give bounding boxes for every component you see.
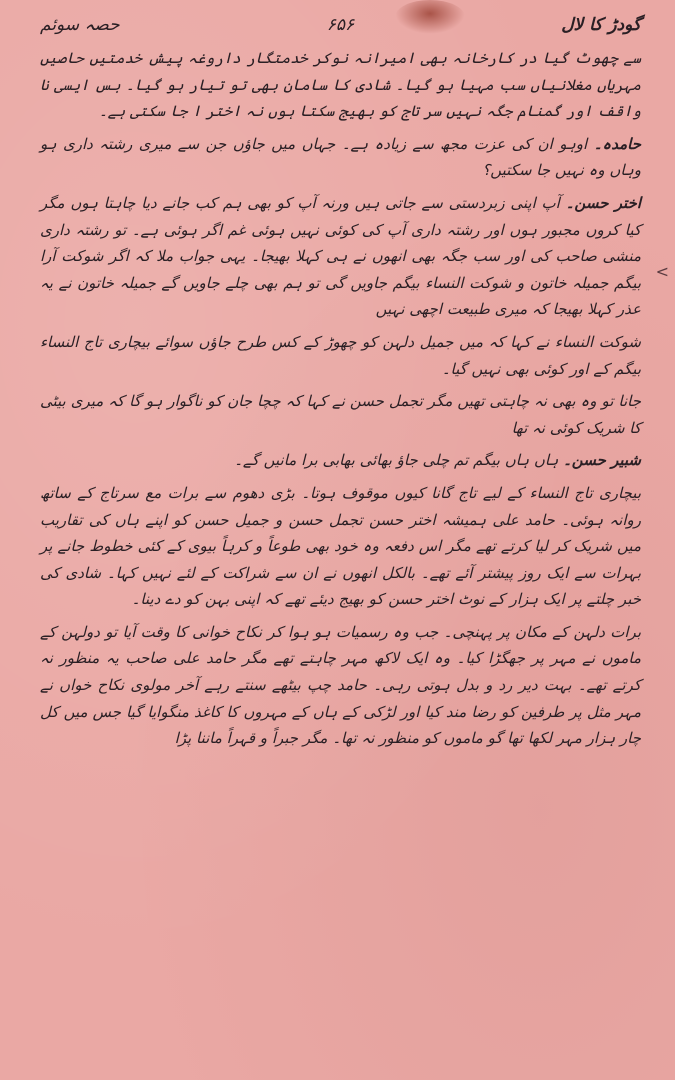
paragraph-text: برات دلہن کے مکان پر پہنچی۔ جب وہ رسمیات ہو ہوا کر نکاح خوانی کا وقت آیا تو دولہن کے ماموں نے مہر پر جھگڑا کیا۔ وہ ایک لاکھ مہر چاہتے تھے مگر حامد علی صاحب یہ منظور نہ کرتے تھے۔ بہت دیر رد و بدل ہوتی رہی۔ حامد چپ بیٹھے سنتے رہے آخر مولوی نکاح خواں نے مہر مثل پر طرفین کو رضا مند کیا اور لڑکی کے ہاں کے مہروں کا کاغذ منگوایا گیا جس میں کل چار ہزار مہر لکھا تھا گو ماموں کو منظور نہ تھا۔ مگر جبراً و قہراً ماننا پڑا bbox=[40, 622, 641, 748]
paragraph bbox=[40, 447, 641, 474]
paragraph-text: ہاں ہاں بیگم تم چلی جاؤ بھائی بھابی برا مانیں گے۔ bbox=[234, 451, 559, 470]
paragraph bbox=[40, 619, 641, 752]
speaker-name: اختر حسن۔ bbox=[565, 193, 641, 212]
margin-mark: < bbox=[655, 262, 669, 281]
page-number: ۶۵۶ bbox=[326, 15, 355, 35]
paragraph bbox=[40, 329, 641, 382]
paragraph bbox=[40, 45, 641, 125]
page-body bbox=[40, 45, 641, 752]
paragraph-text: اوہو ان کی عزت مجھ سے زیادہ ہے۔ جہاں میں جاؤں جن سے میری رشتہ داری ہو وہاں وہ نہیں جا سکتیں؟ bbox=[40, 134, 641, 180]
paragraph bbox=[40, 388, 641, 441]
paragraph-text: بیچاری تاج النساء کے لیے تاج گانا کیوں موقوف ہوتا۔ بڑی دھوم سے برات مع سرتاج کے ساتھ روانہ ہوئی۔ حامد علی ہمیشہ اختر حسن تجمل حسن و جمیل حسن کو اپنے ہاں کی تقاریب میں شریک کر لیا کرتے تھے مگر اس دفعہ وہ خود بھی طوعاً و کرہاً بیوی کے کئی خطوط جانے پر بہرات سے ایک روز پیشتر آئے تھے۔ بالکل انھوں نے ان سے شراکت کے لئے نہیں کہا۔ شادی کی خبر چلتے پر ایک ہزار کے نوٹ اختر حسن کو بھیج دیئے تھے کہ اپنی بہن کو دے دینا۔ bbox=[40, 483, 641, 609]
speaker-name: شبیر حسن۔ bbox=[563, 451, 641, 470]
ink-stain bbox=[395, 0, 465, 34]
paragraph bbox=[40, 190, 641, 323]
paragraph-text: آپ اپنی زبردستی سے جاتی ہیں ورنہ آپ کو بھی ہم کب جانے دیا چاہتا ہوں مگر کیا کروں مجبور ہوں اور رشتہ داری آپ کی کوئی نہیں ہوئی غم اگر ہوئی ہے۔ تو رشتہ داری منشی صاحب کی اور سب جگہ بھی انھوں نے ہی کہلا بھیجا۔ یہی جواب ملا کہ اگر شوکت آرا بیگم جمیلہ خاتون و شوکت النساء بیگم جاویں گی تو ہم بھی چلے جاویں گے جمیلہ خاتون نے یہ عذر کہلا بھیجا کہ میری طبیعت اچھی نہیں bbox=[40, 193, 641, 319]
page-header bbox=[40, 14, 641, 35]
book-title: گودڑ کا لال bbox=[561, 15, 641, 35]
paragraph-text: شوکت النساء نے کہا کہ میں جمیل دلہن کو چھوڑ کے کس طرح جاؤں سوائے بیچاری تاج النساء بیگم کے اور کوئی بھی نہیں گیا۔ bbox=[40, 332, 641, 378]
paragraph bbox=[40, 131, 641, 184]
speaker-name: حامدہ۔ bbox=[593, 134, 641, 153]
paragraph bbox=[40, 480, 641, 613]
paragraph-text: سے چھوٹ گیا در کارخانہ بھی امیرانہ نوکر خدمتگار داروغہ پیش خدمتیں حاصیں مہریاں مغلانیاں سب مہیا ہو گیا۔ شادی کا سامان بھی تو تیار ہو گیا۔ بس ایسی نا واقف اور گمنام جگہ نہیں سر تاج کو بھیج سکتا ہوں نہ اختر ا جا سکتی ہے۔ bbox=[40, 49, 641, 121]
section-label: حصہ سوئم bbox=[40, 15, 120, 35]
paragraph-text: جانا تو وہ بھی نہ چاہتی تھیں مگر تجمل حسن نے کہا کہ چچا جان کو ناگوار ہو گا کہ میری بیٹی کا شریک کوئی نہ تھا bbox=[40, 392, 641, 437]
